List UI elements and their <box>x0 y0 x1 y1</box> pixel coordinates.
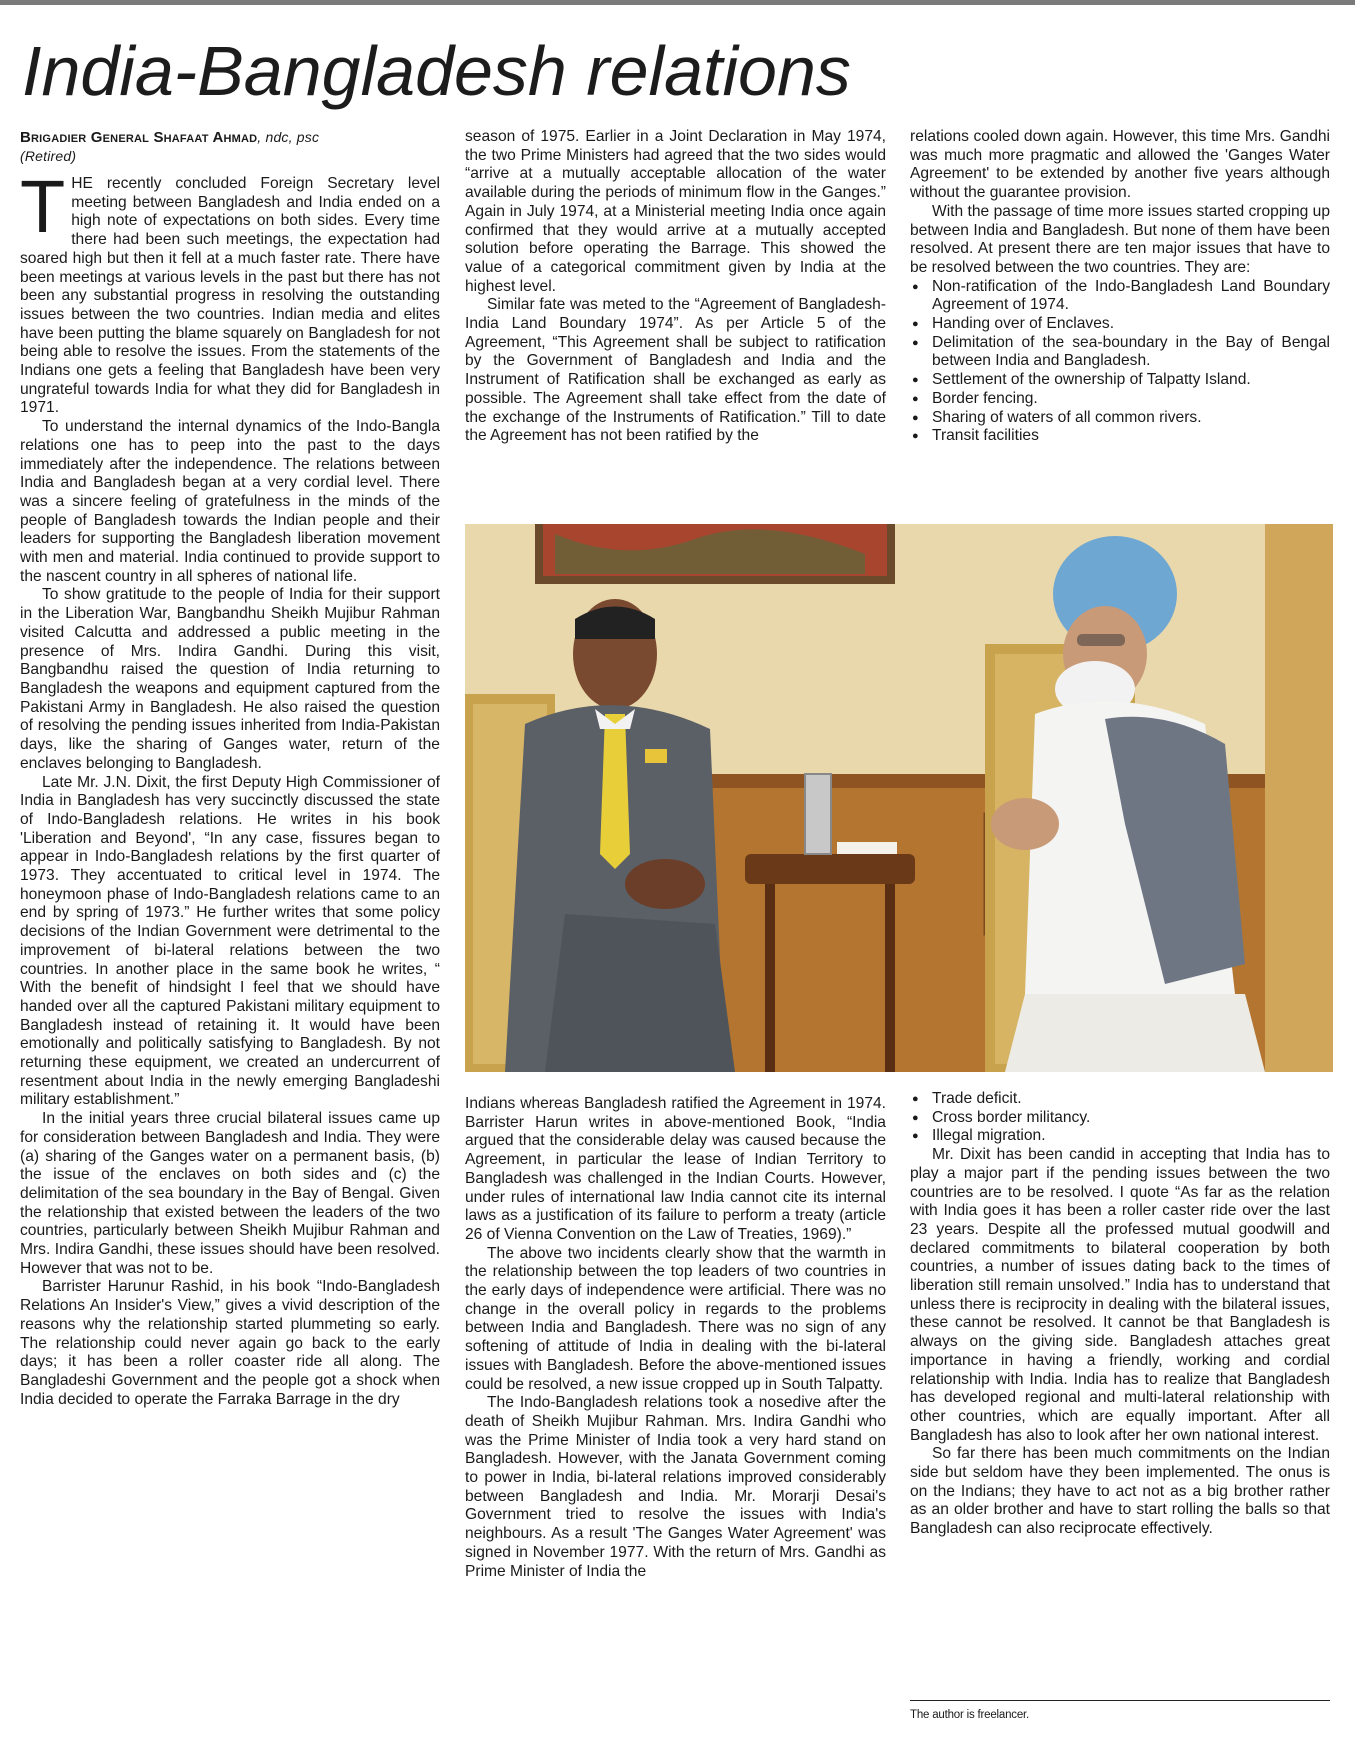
list-item: ● Transit facilities <box>910 427 1330 446</box>
footnote-rule <box>910 1700 1330 1701</box>
paragraph: relations cooled down again. However, this time Mrs. Gandhi was much more pragmatic and allowed the 'Ganges Water Agreement' to be extended by another five years although without the guarantee provision. <box>910 128 1330 202</box>
column-3-top <box>910 128 1330 446</box>
paragraph: Late Mr. J.N. Dixit, the first Deputy High Commissioner of India in Bangladesh has very succinctly discussed the state of Indo-Bangladesh relations. He writes in his book 'Liberation and Beyond', “In any case, fissures began to appear in Indo-Bangladesh relations by the first quarter of 1973. They accentuated to critical level in 1974. The honeymoon phase of Indo-Bangladesh relations came to an end by spring of 1973.” He further writes that some policy decisions of the Indian Government were detrimental to the improvement of bi-lateral relations between the two countries. In another place in the same book he writes, “ With the benefit of hindsight I feel that we should have handed over all the captured Pakistani military equipment to Bangladesh instead of retaining it. It would have been emotionally and politically satisfying to Bangladesh. By not returning these equipment, we created an undercurrent of resentment about India in the newly emerging Bangladeshi military establishment.” <box>20 773 440 1109</box>
list-item: ● Non-ratification of the Indo-Bangladesh Land Boundary Agreement of 1974. <box>910 278 1330 315</box>
list-item: ● Illegal migration. <box>910 1127 1330 1146</box>
paragraph: Mr. Dixit has been candid in accepting that India has to play a major part if the pending issues between the two countries are to be resolved. I quote “As far as the relation with India goes it has been a roller caster ride over the last 23 years. Despite all the professed mutual goodwill and declared commitments to bilateral cooperation by both countries, a number of issues dating back to the times of liberation still remain unsolved.” India has to understand that unless there is reciprocity in dealing with the bilateral issues, these cannot be resolved. It cannot be that Bangladesh is always on the giving side. Bangladesh attaches great importance in having a friendly, working and cordial relationship with India. India has to realize that Bangladesh has developed regional and multi-lateral relationship with other countries, which are equally important. After all Bangladesh has also to look after her own national interest. <box>910 1146 1330 1444</box>
paragraph: Similar fate was meted to the “Agreement of Bangladesh-India Land Boundary 1974”. As per Article 5 of the Agreement, “This Agreement shall be subject to ratification by the Government of Bangladesh and India and the Instrument of Ratification shall be exchanged as early as possible. The Agreement shall take effect from the date of the exchange of the Instruments of Ratification.” Till to date the Agreement has not been ratified by the <box>465 296 886 445</box>
author-retired: (Retired) <box>20 148 77 164</box>
article-photo <box>465 524 1333 1072</box>
column-3-bottom <box>910 1090 1330 1539</box>
article-title: India-Bangladesh relations <box>22 32 851 110</box>
lead-paragraph <box>20 165 440 418</box>
column-2-top <box>465 128 886 446</box>
paragraph: With the passage of time more issues started cropping up between India and Bangladesh. But none of them have been resolved. At present there are ten major issues that have to be resolved between the two countries. They are: <box>910 202 1330 276</box>
list-item: ● Border fencing. <box>910 390 1330 409</box>
paragraph: Barrister Harunur Rashid, in his book “Indo-Bangladesh Relations An Insider's View,” gives a vivid description of the reasons why the relationship started plummeting so early. The relationship could never again go back to the early days; it has been a roller coaster ride all along. The Bangladeshi Government and the people got a shock when India decided to operate the Farraka Barrage in the dry <box>20 1278 440 1408</box>
column-2-bottom <box>465 1095 886 1735</box>
list-item: ● Cross border militancy. <box>910 1109 1330 1128</box>
list-item: ● Trade deficit. <box>910 1090 1330 1109</box>
paragraph: The above two incidents clearly show that the warmth in the relationship between the top leaders of two countries in the early days of independence were artificial. There was no change in the overall policy in regards to the problems between India and Bangladesh. There was no sign of any softening of attitude of India in dealing with the bi-lateral issues with Bangladesh. Before the above-mentioned issues could be resolved, a new issue cropped up in South Talpatty. <box>465 1244 886 1393</box>
lead-text: HE recently concluded Foreign Secretary level meeting between Bangladesh and India ended on a high note of expectations on both sides. Every time there had been such meetings, the expectation had soared high but then it fell at a much faster rate. There have been meetings at various levels in the past but there has not been any substantial progress in resolving the outstanding issues between the two countries. Indian media and elites have been putting the blame squarely on Bangladesh for not being able to resolve the issues. From the statements of the Indians one gets a feeling that Bangladesh have been very ungrateful towards India for what they did for Bangladesh in 1971. <box>20 175 440 417</box>
author-name: Brigadier General Shafaat Ahmad <box>20 129 258 146</box>
column-1 <box>20 128 440 1738</box>
list-item: ● Delimitation of the sea-boundary in the Bay of Bengal between India and Bangladesh. <box>910 334 1330 371</box>
paragraph: season of 1975. Earlier in a Joint Declaration in May 1974, the two Prime Ministers had agreed that the two sides would “arrive at a mutually acceptable allocation of the water available during the periods of minimum flow in the Ganges.” Again in July 1974, at a Ministerial meeting India once again confirmed that they would arrive at a mutually accepted solution before operating the Barrage. This showed the value of a categorical commitment given by India at the highest level. <box>465 128 886 295</box>
byline <box>20 128 440 165</box>
drop-cap: T <box>20 165 66 248</box>
paragraph: The Indo-Bangladesh relations took a nosedive after the death of Sheikh Mujibur Rahman. Mrs. Indira Gandhi who was the Prime Minister of India took a very hard stand on Bangladesh. However, with the Janata Government coming to power in India, bi-lateral relations improved considerably between Bangladesh and India. Mr. Morarji Desai's Government tried to resolve the issues with India's neighbours. As a result 'The Ganges Water Agreement' was signed in November 1977. With the return of Mrs. Gandhi as Prime Minister of India the <box>465 1394 886 1580</box>
paragraph: To show gratitude to the people of India for their support in the Liberation War, Bangbandhu Sheikh Mujibur Rahman visited Calcutta and addressed a public meeting in the presence of Mrs. Indira Gandhi. During this visit, Bangbandhu raised the question of India returning to Bangladesh the weapons and equipment captured from the Pakistani Army in Bangladesh. He also raised the question of resolving the pending issues inherited from India-Pakistan days, like the sharing of Ganges water, return of the enclaves belonging to Bangladesh. <box>20 586 440 772</box>
issues-list-bottom <box>910 1090 1330 1146</box>
author-footnote: The author is freelancer. <box>910 1709 1030 1721</box>
list-item: ● Sharing of waters of all common rivers. <box>910 409 1330 428</box>
photo-two-men-meeting-icon <box>465 524 1333 1072</box>
top-rule <box>0 0 1355 5</box>
list-item: ● Settlement of the ownership of Talpatty Island. <box>910 371 1330 390</box>
issues-list-top <box>910 278 1330 446</box>
paragraph: In the initial years three crucial bilateral issues came up for consideration between Bangladesh and India. They were (a) sharing of the Ganges water on a permanent basis, (b) the issue of the enclaves on both sides and (c) the delimitation of the sea boundary in the Bay of Bengal. Given the relationship that existed between the leaders of the two countries, particularly between Sheikh Mujibur Rahman and Mrs. Indira Gandhi, these issues should have been resolved. However that was not to be. <box>20 1110 440 1277</box>
author-credentials: , ndc, psc <box>257 129 320 145</box>
paragraph: So far there has been much commitments on the Indian side but seldom have they been implemented. The onus is on the Indians; they have to act not as a big brother rather as an older brother and have to start rolling the balls so that Bangladesh can also reciprocate effectively. <box>910 1445 1330 1538</box>
paragraph: Indians whereas Bangladesh ratified the Agreement in 1974. Barrister Harun writes in above-mentioned Book, “India argued that the considerable delay was caused because the Agreement, in particular the lease of Indian Territory to Bangladesh was challenged in the Indian Courts. However, under rules of international law India cannot cite its internal laws as a justification of its failure to perform a treaty (article 26 of Vienna Convention on the Law of Treaties, 1969).” <box>465 1095 886 1243</box>
paragraph: To understand the internal dynamics of the Indo-Bangla relations one has to peep into the past to the days immediately after the independence. The relations between India and Bangladesh began at a very cordial level. There was a sincere feeling of gratefulness in the minds of the people of Bangladesh towards the Indian people and their leaders for supporting the Bangladesh liberation movement with men and material. India continued to provide support to the nascent country in all spheres of national life. <box>20 418 440 585</box>
list-item: ● Handing over of Enclaves. <box>910 315 1330 334</box>
